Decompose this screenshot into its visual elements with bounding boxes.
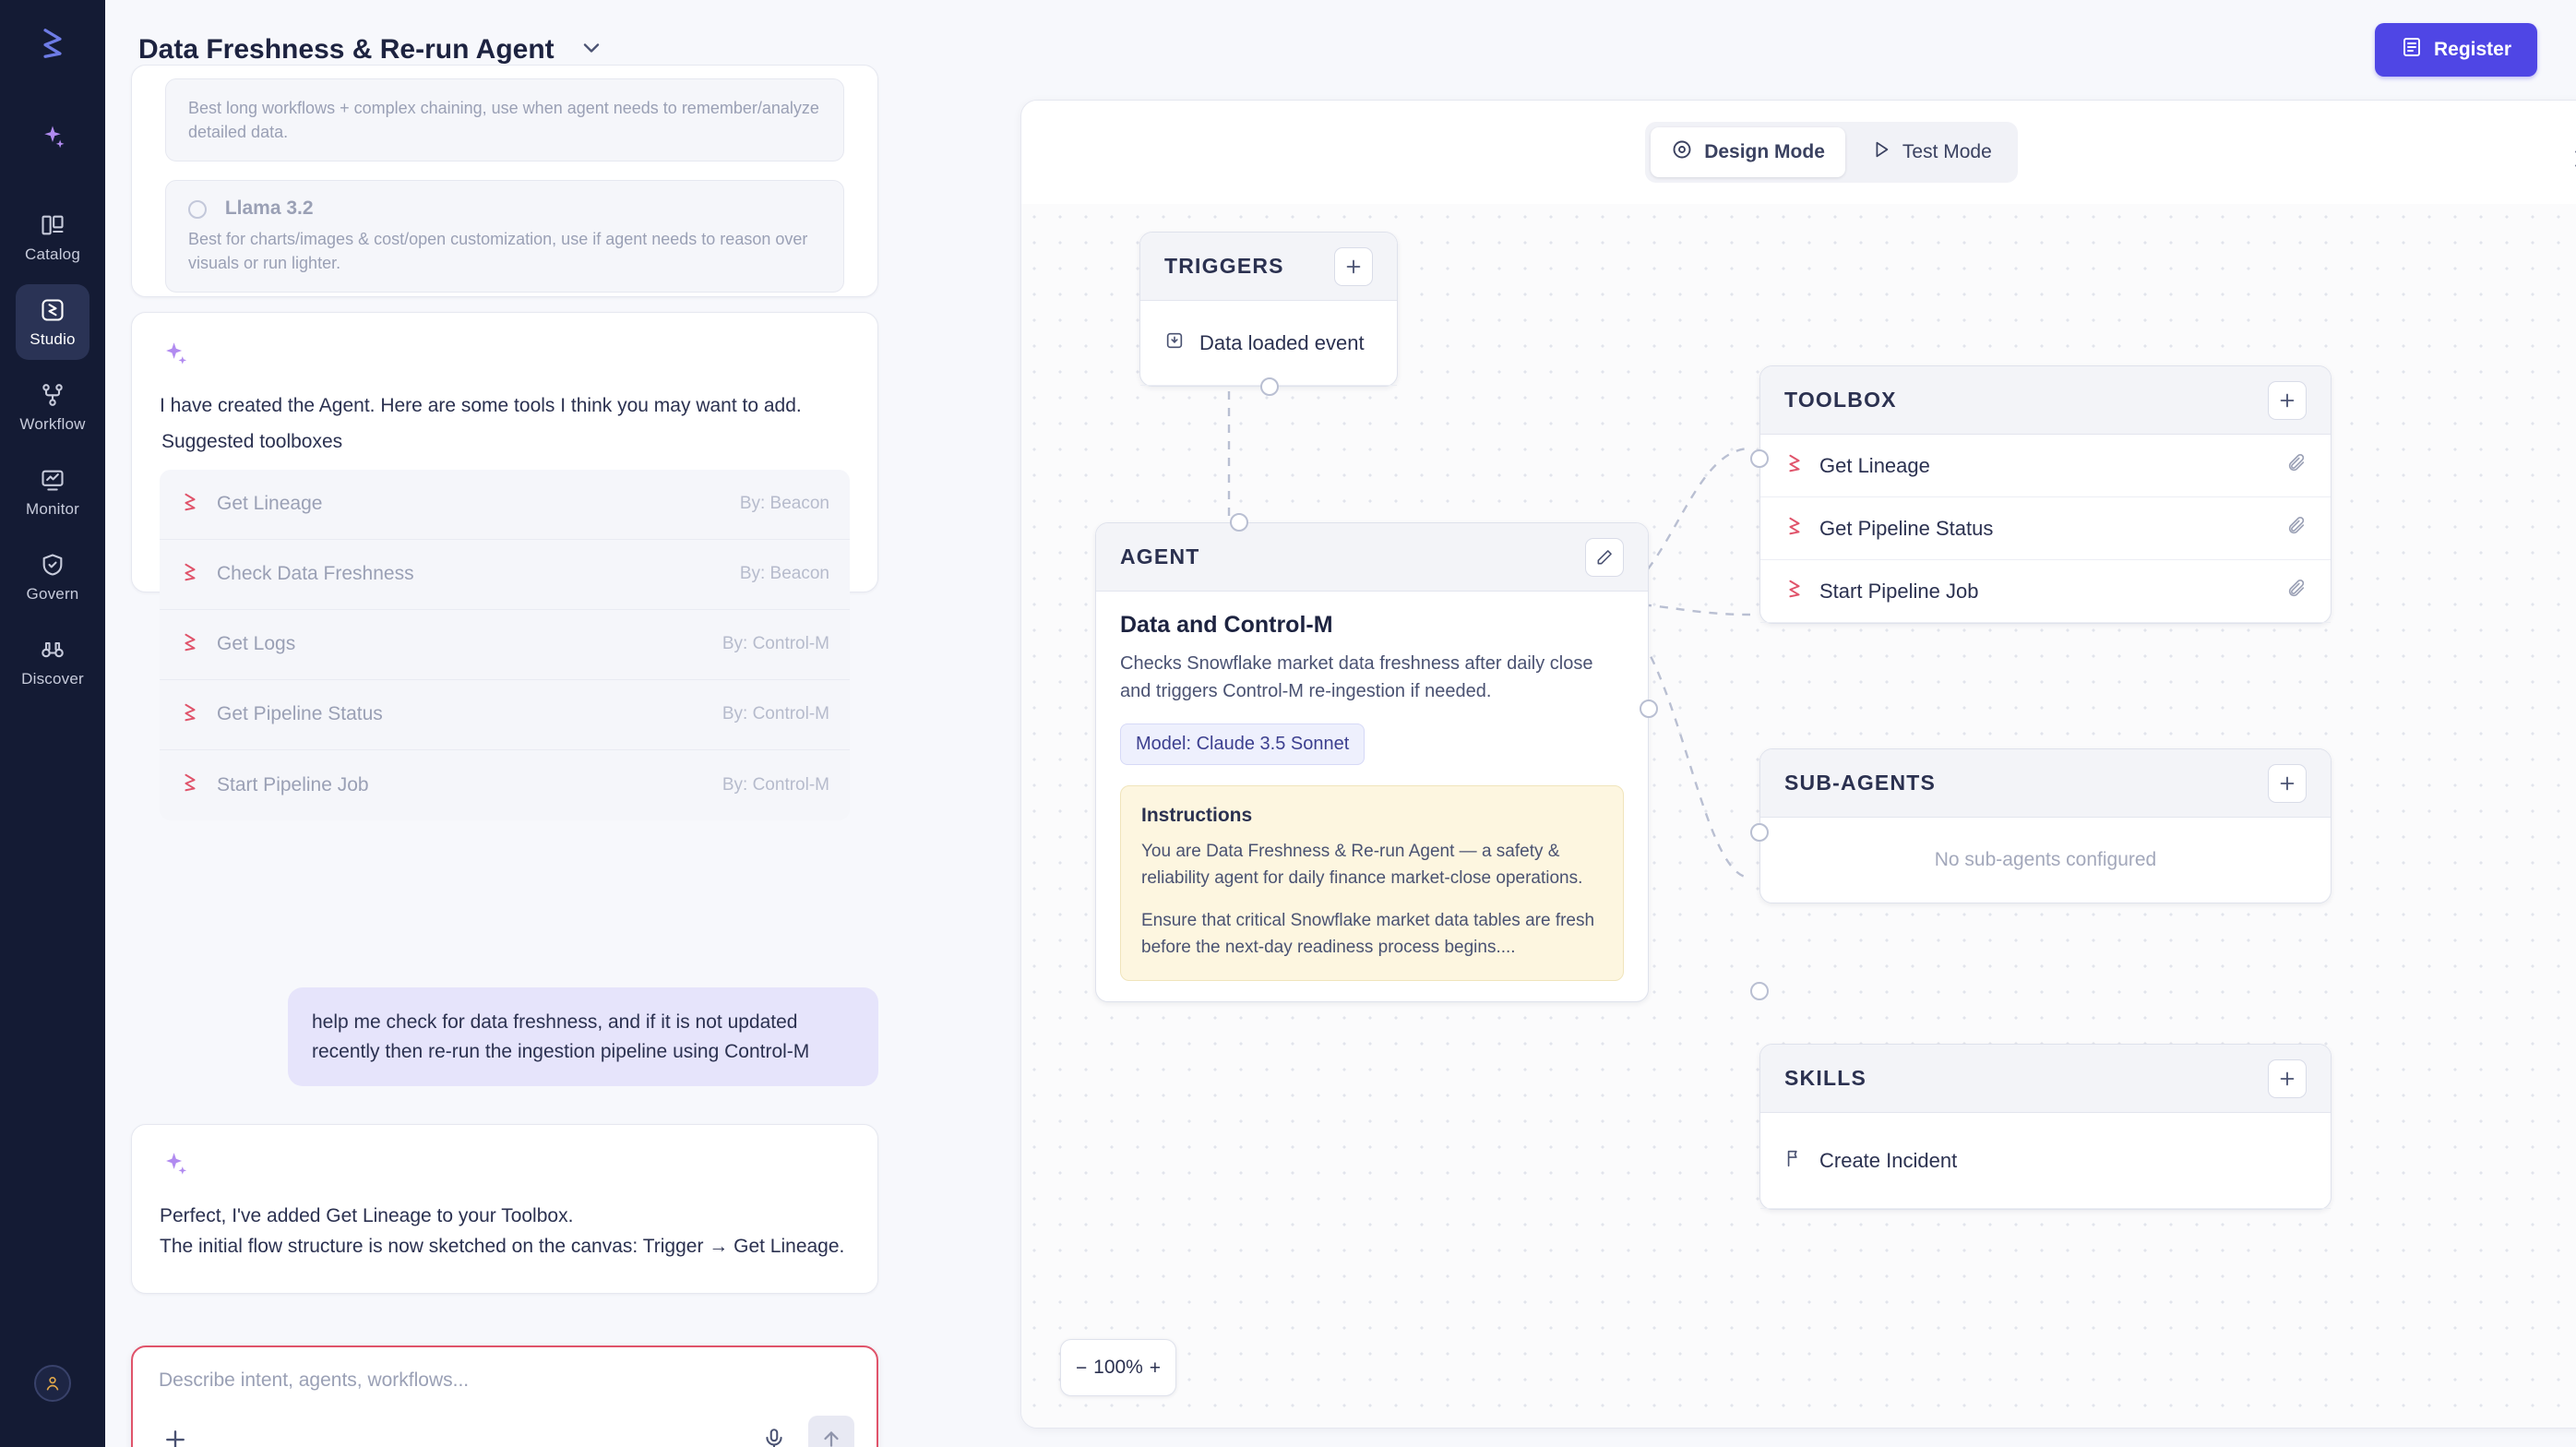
agent-node[interactable]	[1095, 522, 1649, 1002]
page-title: Data Freshness & Re-run Agent	[138, 34, 555, 65]
tab-design-mode[interactable]	[1651, 127, 1845, 177]
toolbox-item-label: Get Lineage	[1819, 453, 1930, 477]
list-item[interactable]	[160, 750, 850, 820]
download-event-icon	[1164, 330, 1185, 355]
edit-agent-button[interactable]	[1585, 538, 1624, 577]
workflow-icon	[40, 381, 66, 409]
beacon-tool-icon	[180, 492, 200, 517]
agent-name: Data and Control-M	[1120, 612, 1333, 638]
list-item[interactable]	[160, 680, 850, 750]
register-button-label: Register	[2433, 39, 2511, 60]
sidebar-item-monitor[interactable]	[16, 454, 89, 530]
suggested-toolboxes-title: Suggested toolboxes	[161, 430, 343, 452]
agent-instructions-paragraph-2: Ensure that critical Snowflake market data tables are fresh before the next-day readiness process begins....	[1141, 910, 1595, 958]
agent-instructions-title: Instructions	[1141, 805, 1253, 826]
sub-agents-node-header	[1760, 749, 2331, 818]
flow-canvas[interactable]	[1021, 204, 2576, 1429]
beacon-tool-icon	[1784, 516, 1805, 541]
attachment-icon[interactable]	[2286, 453, 2307, 478]
triggers-node-title: TRIGGERS	[1164, 254, 1284, 278]
list-item[interactable]	[160, 610, 850, 680]
list-item-author: By: Control-M	[722, 634, 829, 654]
close-icon[interactable]	[2566, 141, 2576, 176]
skills-node-title: SKILLS	[1784, 1066, 1866, 1090]
agent-node-title: AGENT	[1120, 544, 1200, 568]
search-input-placeholder: Describe intent, agents, workflows...	[159, 1369, 470, 1391]
list-item-author: By: Beacon	[739, 564, 829, 584]
output-port[interactable]	[1260, 377, 1279, 396]
skills-node[interactable]	[1759, 1044, 2332, 1210]
catalog-icon	[40, 211, 66, 239]
sidebar-item-label: Studio	[30, 329, 76, 348]
sidebar-item-govern[interactable]	[16, 539, 89, 615]
sidebar-item-label: Monitor	[25, 499, 80, 518]
mode-toggle-group	[1645, 122, 2018, 183]
add-skill-button[interactable]	[2268, 1059, 2307, 1098]
triggers-node-header	[1140, 233, 1397, 301]
list-item-label: Start Pipeline Job	[217, 773, 369, 795]
add-sub-agent-button[interactable]	[2268, 764, 2307, 803]
sub-agents-node-title: SUB-AGENTS	[1784, 771, 1937, 795]
skills-node-header	[1760, 1045, 2331, 1113]
register-button[interactable]	[2375, 23, 2537, 77]
model-option-desc: Best for charts/images & cost/open customization, use if agent needs to reason over visuals or run lighter.	[188, 230, 808, 273]
beacon-tool-icon	[180, 632, 200, 657]
list-item-author: By: Beacon	[739, 494, 829, 514]
sub-agents-node[interactable]	[1759, 748, 2332, 903]
suggested-toolboxes-list	[160, 470, 850, 820]
agent-node-body	[1096, 592, 1648, 1001]
microphone-icon[interactable]	[757, 1421, 792, 1447]
attachment-icon[interactable]	[2286, 516, 2307, 541]
agent-instructions-paragraph-1: You are Data Freshness & Re-run Agent — a safety & reliability agent for daily finance market-close operations.	[1141, 842, 1583, 889]
attachment-icon[interactable]	[2286, 579, 2307, 604]
trigger-item-label: Data loaded event	[1199, 330, 1365, 354]
list-item-label: Get Logs	[217, 633, 296, 655]
list-item[interactable]	[160, 470, 850, 540]
sparkle-icon	[160, 1149, 850, 1185]
sidebar-item-discover[interactable]	[16, 624, 89, 700]
output-port[interactable]	[1640, 700, 1658, 718]
chevron-down-icon[interactable]	[578, 35, 604, 66]
zoom-control[interactable]	[1060, 1339, 1176, 1396]
canvas-panel	[1020, 100, 2576, 1429]
beacon-tool-icon	[180, 772, 200, 797]
agent-node-header	[1096, 523, 1648, 592]
flag-icon	[1784, 1148, 1805, 1173]
chat-composer[interactable]	[131, 1345, 878, 1447]
sidebar-item-label: Workflow	[19, 414, 86, 433]
tab-label: Test Mode	[1902, 141, 1992, 162]
user-avatar-icon	[34, 1365, 71, 1402]
assistant-reply-card	[131, 1124, 878, 1294]
sparkle-icon	[39, 124, 66, 151]
input-port[interactable]	[1750, 823, 1769, 842]
tab-label: Design Mode	[1704, 141, 1825, 162]
zoom-level-value: 100%	[1093, 1357, 1143, 1378]
send-arrow-up-icon[interactable]	[808, 1416, 854, 1447]
beacon-tool-icon	[180, 562, 200, 587]
sidebar-item-label: Catalog	[25, 245, 80, 263]
beacon-logo-icon[interactable]	[28, 18, 78, 68]
input-port[interactable]	[1750, 982, 1769, 1000]
beacon-tool-icon	[180, 702, 200, 727]
toolbox-item-get-lineage[interactable]	[1760, 435, 2331, 497]
list-item-author: By: Control-M	[722, 774, 829, 795]
beacon-tool-icon	[1784, 453, 1805, 478]
triggers-node[interactable]	[1139, 232, 1398, 387]
model-option-llama[interactable]	[165, 180, 844, 293]
agent-instructions-box	[1120, 785, 1624, 981]
skill-item-create-incident[interactable]	[1760, 1113, 2331, 1209]
assistant-reply-line-2: The initial flow structure is now sketched on the canvas: Trigger → Get Lineage.	[160, 1235, 845, 1257]
input-port[interactable]	[1750, 449, 1769, 468]
toolbox-node-title: TOOLBOX	[1784, 388, 1897, 412]
agent-model-badge[interactable]: Model: Claude 3.5 Sonnet	[1120, 724, 1365, 765]
left-navigation-rail	[0, 0, 105, 1447]
list-item-label: Check Data Freshness	[217, 563, 414, 585]
avatar[interactable]	[16, 1345, 89, 1421]
studio-icon	[40, 296, 66, 324]
register-icon	[2401, 36, 2423, 64]
model-option[interactable]	[165, 78, 844, 161]
assistant-intro-text: I have created the Agent. Here are some tools I think you may want to add.	[160, 395, 802, 416]
sparkle-icon	[160, 339, 850, 375]
tab-test-mode[interactable]	[1851, 128, 2012, 176]
suggested-toolboxes-card	[131, 312, 878, 795]
sidebar-item-catalog[interactable]	[16, 199, 89, 275]
plus-icon[interactable]	[155, 1419, 196, 1447]
list-item-label: Get Pipeline Status	[217, 703, 383, 725]
agent-description: Checks Snowflake market data freshness after daily close and triggers Control-M re-ingestion if needed.	[1120, 653, 1593, 701]
sub-agents-empty-text: No sub-agents configured	[1934, 849, 2157, 870]
shield-icon	[40, 551, 66, 579]
list-item-label: Get Lineage	[217, 493, 323, 515]
sidebar-item-label: Govern	[26, 584, 79, 603]
beacon-tool-icon	[1784, 579, 1805, 604]
main-area	[105, 0, 2576, 1447]
monitor-icon	[40, 466, 66, 494]
trigger-item-data-loaded-event[interactable]	[1140, 301, 1397, 386]
model-selection-card	[131, 65, 878, 297]
sidebar-item-assistant[interactable]	[16, 100, 89, 175]
toolbox-item-get-pipeline-status[interactable]	[1760, 497, 2331, 560]
toolbox-item-label: Start Pipeline Job	[1819, 579, 1979, 603]
add-tool-button[interactable]	[2268, 381, 2307, 420]
plus-icon[interactable]: +	[1149, 1357, 1161, 1379]
sidebar-item-workflow[interactable]	[16, 369, 89, 445]
skill-item-label: Create Incident	[1819, 1148, 1958, 1172]
list-item-author: By: Control-M	[722, 704, 829, 724]
toolbox-node[interactable]	[1759, 365, 2332, 624]
toolbox-item-label: Get Pipeline Status	[1819, 516, 1994, 540]
add-trigger-button[interactable]	[1334, 247, 1373, 286]
sidebar-item-label: Discover	[21, 669, 84, 688]
assistant-reply-line-1: Perfect, I've added Get Lineage to your Toolbox.	[160, 1205, 574, 1226]
design-mode-icon	[1671, 138, 1693, 166]
binoculars-icon	[40, 636, 66, 664]
play-icon	[1871, 139, 1891, 165]
model-option-desc: Best long workflows + complex chaining, use when agent needs to remember/analyze detailed data.	[188, 99, 819, 142]
input-port[interactable]	[1230, 513, 1248, 532]
user-message-bubble: help me check for data freshness, and if it is not updated recently then re-run the ingestion pipeline using Control-M	[288, 987, 878, 1086]
canvas-header	[1021, 101, 2576, 204]
list-item[interactable]	[160, 540, 850, 610]
model-option-label: Llama 3.2	[224, 197, 314, 220]
radio-icon[interactable]	[188, 200, 207, 219]
sidebar-item-studio[interactable]	[16, 284, 89, 360]
model-option-name	[188, 197, 821, 220]
toolbox-item-start-pipeline-job[interactable]	[1760, 560, 2331, 623]
minus-icon[interactable]: −	[1076, 1357, 1088, 1379]
toolbox-node-header	[1760, 366, 2331, 435]
chat-panel	[105, 65, 904, 1447]
